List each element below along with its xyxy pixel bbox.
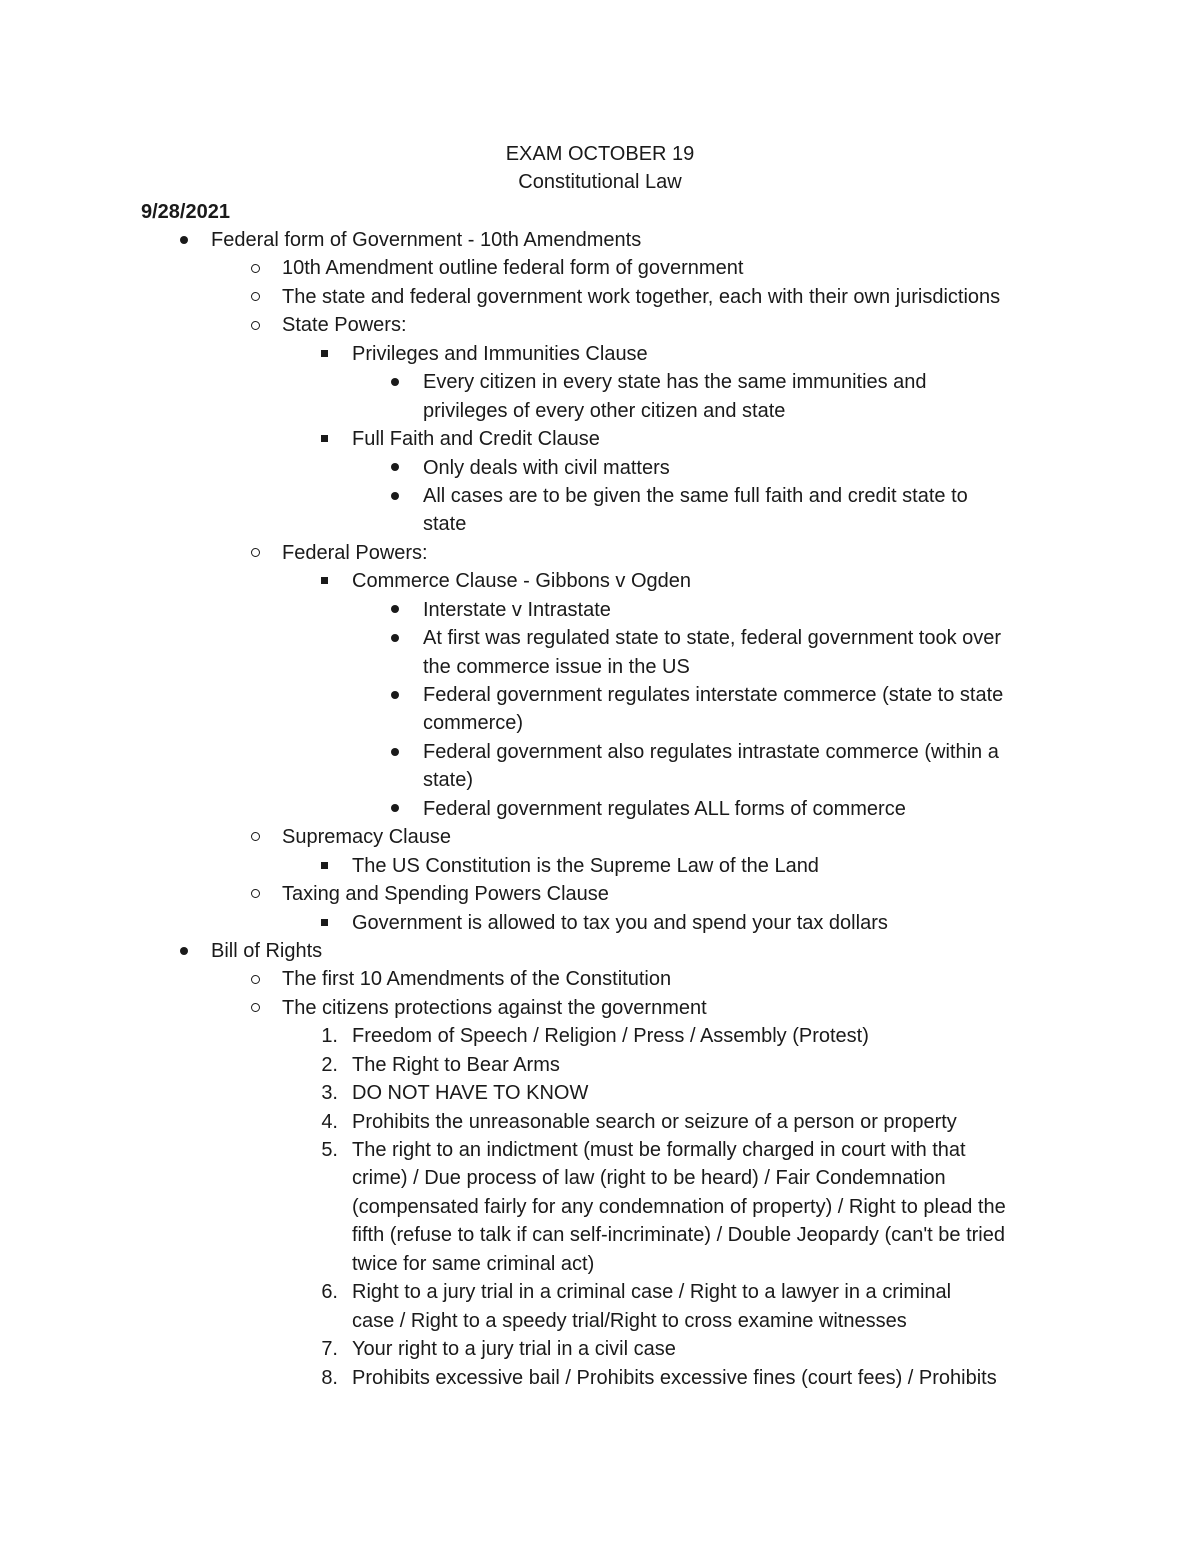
outline-text: (compensated fairly for any condemnation of property) / Right to plead the [352, 1195, 1006, 1218]
outline-text: fifth (refuse to talk if can self-incriminate) / Double Jeopardy (can't be tried [352, 1224, 1005, 1247]
list-number: 4. [321, 1110, 338, 1133]
outline-line [0, 368, 1200, 396]
bullet-circle-icon [245, 283, 265, 311]
outline-line [0, 795, 1200, 823]
bullet-circle-icon [245, 994, 265, 1022]
bullet-circle-icon [245, 823, 265, 851]
outline-line [0, 937, 1200, 965]
outline-text: Right to a jury trial in a criminal case / Right to a lawyer in a criminal [352, 1281, 952, 1304]
outline-line [0, 1079, 1200, 1107]
outline-line [0, 454, 1200, 482]
bullet-dot-icon [385, 482, 405, 510]
outline-line [0, 596, 1200, 624]
outline-line [0, 738, 1200, 766]
outline-text: Every citizen in every state has the same immunities and [423, 371, 927, 394]
outline-line [0, 1335, 1200, 1363]
outline-text: Full Faith and Credit Clause [352, 428, 600, 451]
list-number: 6. [321, 1281, 338, 1304]
outline-line [0, 311, 1200, 339]
outline-line [0, 1022, 1200, 1050]
bullet-dot-icon [385, 454, 405, 482]
outline-line [0, 709, 1200, 737]
outline-line [0, 994, 1200, 1022]
outline-text: 10th Amendment outline federal form of government [282, 257, 744, 280]
outline-text: Freedom of Speech / Religion / Press / Assembly (Protest) [352, 1025, 869, 1048]
outline-text: commerce) [423, 712, 524, 735]
outline-line [0, 965, 1200, 993]
outline-line [0, 539, 1200, 567]
outline-line [0, 1051, 1200, 1079]
outline-line [0, 425, 1200, 453]
bullet-square-icon [314, 852, 334, 880]
outline-line [0, 254, 1200, 282]
outline-line [0, 1193, 1200, 1221]
outline-line [0, 1164, 1200, 1192]
bullet-dot-icon [385, 795, 405, 823]
list-number: 2. [321, 1053, 338, 1076]
bullet-dot-icon [174, 226, 194, 254]
outline-text: state) [423, 769, 474, 792]
list-number: 7. [321, 1338, 338, 1361]
bullet-dot-icon [385, 596, 405, 624]
outline-text: The right to an indictment (must be formally charged in court with that [352, 1139, 966, 1161]
outline-text: All cases are to be given the same full faith and credit state to [423, 484, 968, 507]
outline-text: Prohibits the unreasonable search or seizure of a person or property [352, 1110, 957, 1133]
outline-text: Privileges and Immunities Clause [352, 342, 648, 365]
bullet-dot-icon [174, 937, 194, 965]
outline-line [0, 1250, 1200, 1278]
outline-line [0, 653, 1200, 681]
list-number: 3. [321, 1082, 338, 1105]
outline-line [0, 681, 1200, 709]
outline-line [0, 1221, 1200, 1249]
outline-text: The Right to Bear Arms [352, 1053, 560, 1076]
bullet-circle-icon [245, 965, 265, 993]
document-title: EXAM OCTOBER 19 [505, 143, 695, 165]
outline-text: Federal government also regulates intrastate commerce (within a [423, 740, 999, 763]
outline-line [0, 852, 1200, 880]
outline-text: At first was regulated state to state, federal government took over [423, 627, 1002, 650]
outline-text: twice for same criminal act) [352, 1252, 595, 1275]
outline-text: Federal Powers: [282, 541, 428, 564]
outline-line [0, 397, 1200, 425]
outline-line [0, 1136, 1200, 1164]
outline-text: Federal government regulates ALL forms of commerce [423, 797, 906, 820]
outline-line [0, 1278, 1200, 1306]
outline-line [0, 510, 1200, 538]
outline-line [0, 766, 1200, 794]
list-number: 5. [321, 1139, 338, 1161]
bullet-dot-icon [385, 368, 405, 396]
note-date: 9/28/2021 [141, 201, 230, 223]
outline-text: Government is allowed to tax you and spend your tax dollars [352, 911, 888, 934]
outline-line [0, 283, 1200, 311]
outline-line [0, 1307, 1200, 1335]
outline-line [0, 226, 1200, 254]
outline-text: The US Constitution is the Supreme Law of the Land [352, 854, 819, 877]
outline-text: state [423, 513, 467, 536]
list-number: 1. [321, 1025, 338, 1048]
outline-line [0, 909, 1200, 937]
outline-text: Prohibits excessive bail / Prohibits excessive fines (court fees) / Prohibits [352, 1366, 997, 1389]
outline-text: Federal form of Government - 10th Amendments [211, 229, 642, 251]
bullet-circle-icon [245, 311, 265, 339]
bullet-square-icon [314, 909, 334, 937]
outline-text: case / Right to a speedy trial/Right to cross examine witnesses [352, 1309, 907, 1332]
outline-text: Bill of Rights [211, 939, 323, 962]
outline-line [0, 1364, 1200, 1392]
outline-line [0, 880, 1200, 908]
bullet-circle-icon [245, 254, 265, 282]
outline-line [0, 1108, 1200, 1136]
document-subtitle: Constitutional Law [518, 171, 682, 193]
outline-text: Interstate v Intrastate [423, 598, 611, 621]
bullet-dot-icon [385, 738, 405, 766]
bullet-dot-icon [385, 681, 405, 709]
outline-text: Your right to a jury trial in a civil case [352, 1338, 676, 1361]
outline-text: Federal government regulates interstate commerce (state to state [423, 684, 1004, 706]
bullet-dot-icon [385, 624, 405, 652]
bullet-square-icon [314, 567, 334, 595]
bullet-circle-icon [245, 539, 265, 567]
outline-text: crime) / Due process of law (right to be heard) / Fair Condemnation [352, 1167, 946, 1190]
outline-line [0, 340, 1200, 368]
bullet-square-icon [314, 425, 334, 453]
outline-text: The first 10 Amendments of the Constitution [282, 968, 672, 991]
bullet-square-icon [314, 340, 334, 368]
outline-text: privileges of every other citizen and state [423, 399, 786, 422]
outline-line [0, 823, 1200, 851]
outline-text: Only deals with civil matters [423, 456, 670, 479]
outline-line [0, 567, 1200, 595]
outline-line [0, 482, 1200, 510]
outline-text: DO NOT HAVE TO KNOW [352, 1082, 589, 1105]
notes-outline [0, 226, 1200, 1392]
outline-text: The state and federal government work together, each with their own jurisdictions [282, 285, 1001, 308]
outline-text: the commerce issue in the US [423, 655, 690, 678]
outline-text: The citizens protections against the government [282, 996, 707, 1019]
list-number: 8. [321, 1366, 338, 1389]
outline-line [0, 624, 1200, 652]
bullet-circle-icon [245, 880, 265, 908]
outline-text: Commerce Clause - Gibbons v Ogden [352, 570, 692, 593]
outline-text: Taxing and Spending Powers Clause [282, 883, 609, 906]
outline-text: Supremacy Clause [282, 826, 451, 849]
outline-text: State Powers: [282, 314, 407, 337]
